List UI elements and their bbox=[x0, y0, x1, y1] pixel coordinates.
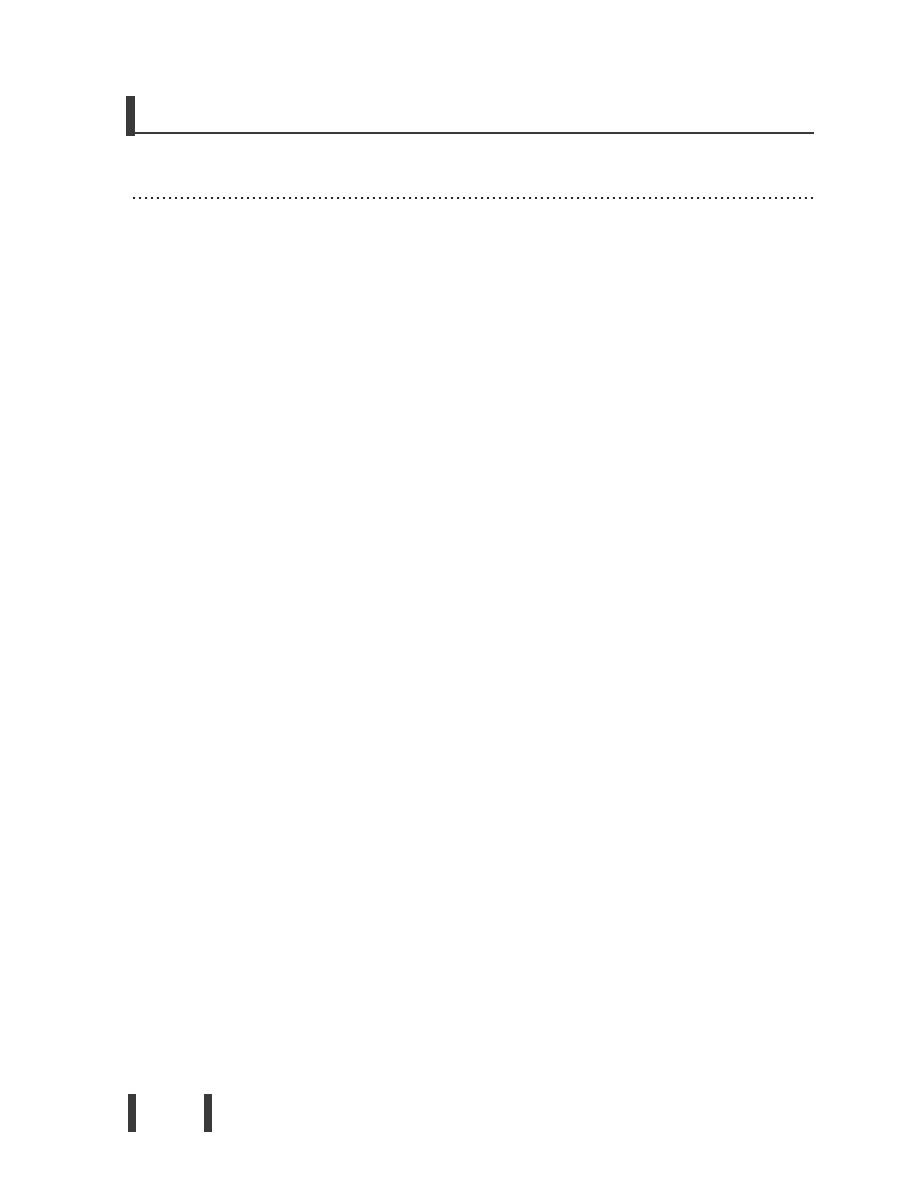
footer-bar-right bbox=[204, 1094, 212, 1132]
header-rule bbox=[135, 132, 814, 134]
running-header bbox=[126, 96, 814, 136]
footer-bar-left bbox=[128, 1094, 136, 1132]
leader-dots bbox=[131, 197, 815, 199]
header-bar bbox=[126, 96, 135, 136]
table-of-contents bbox=[128, 160, 818, 227]
part-title-entry bbox=[128, 201, 818, 228]
page-footer bbox=[128, 1094, 816, 1134]
